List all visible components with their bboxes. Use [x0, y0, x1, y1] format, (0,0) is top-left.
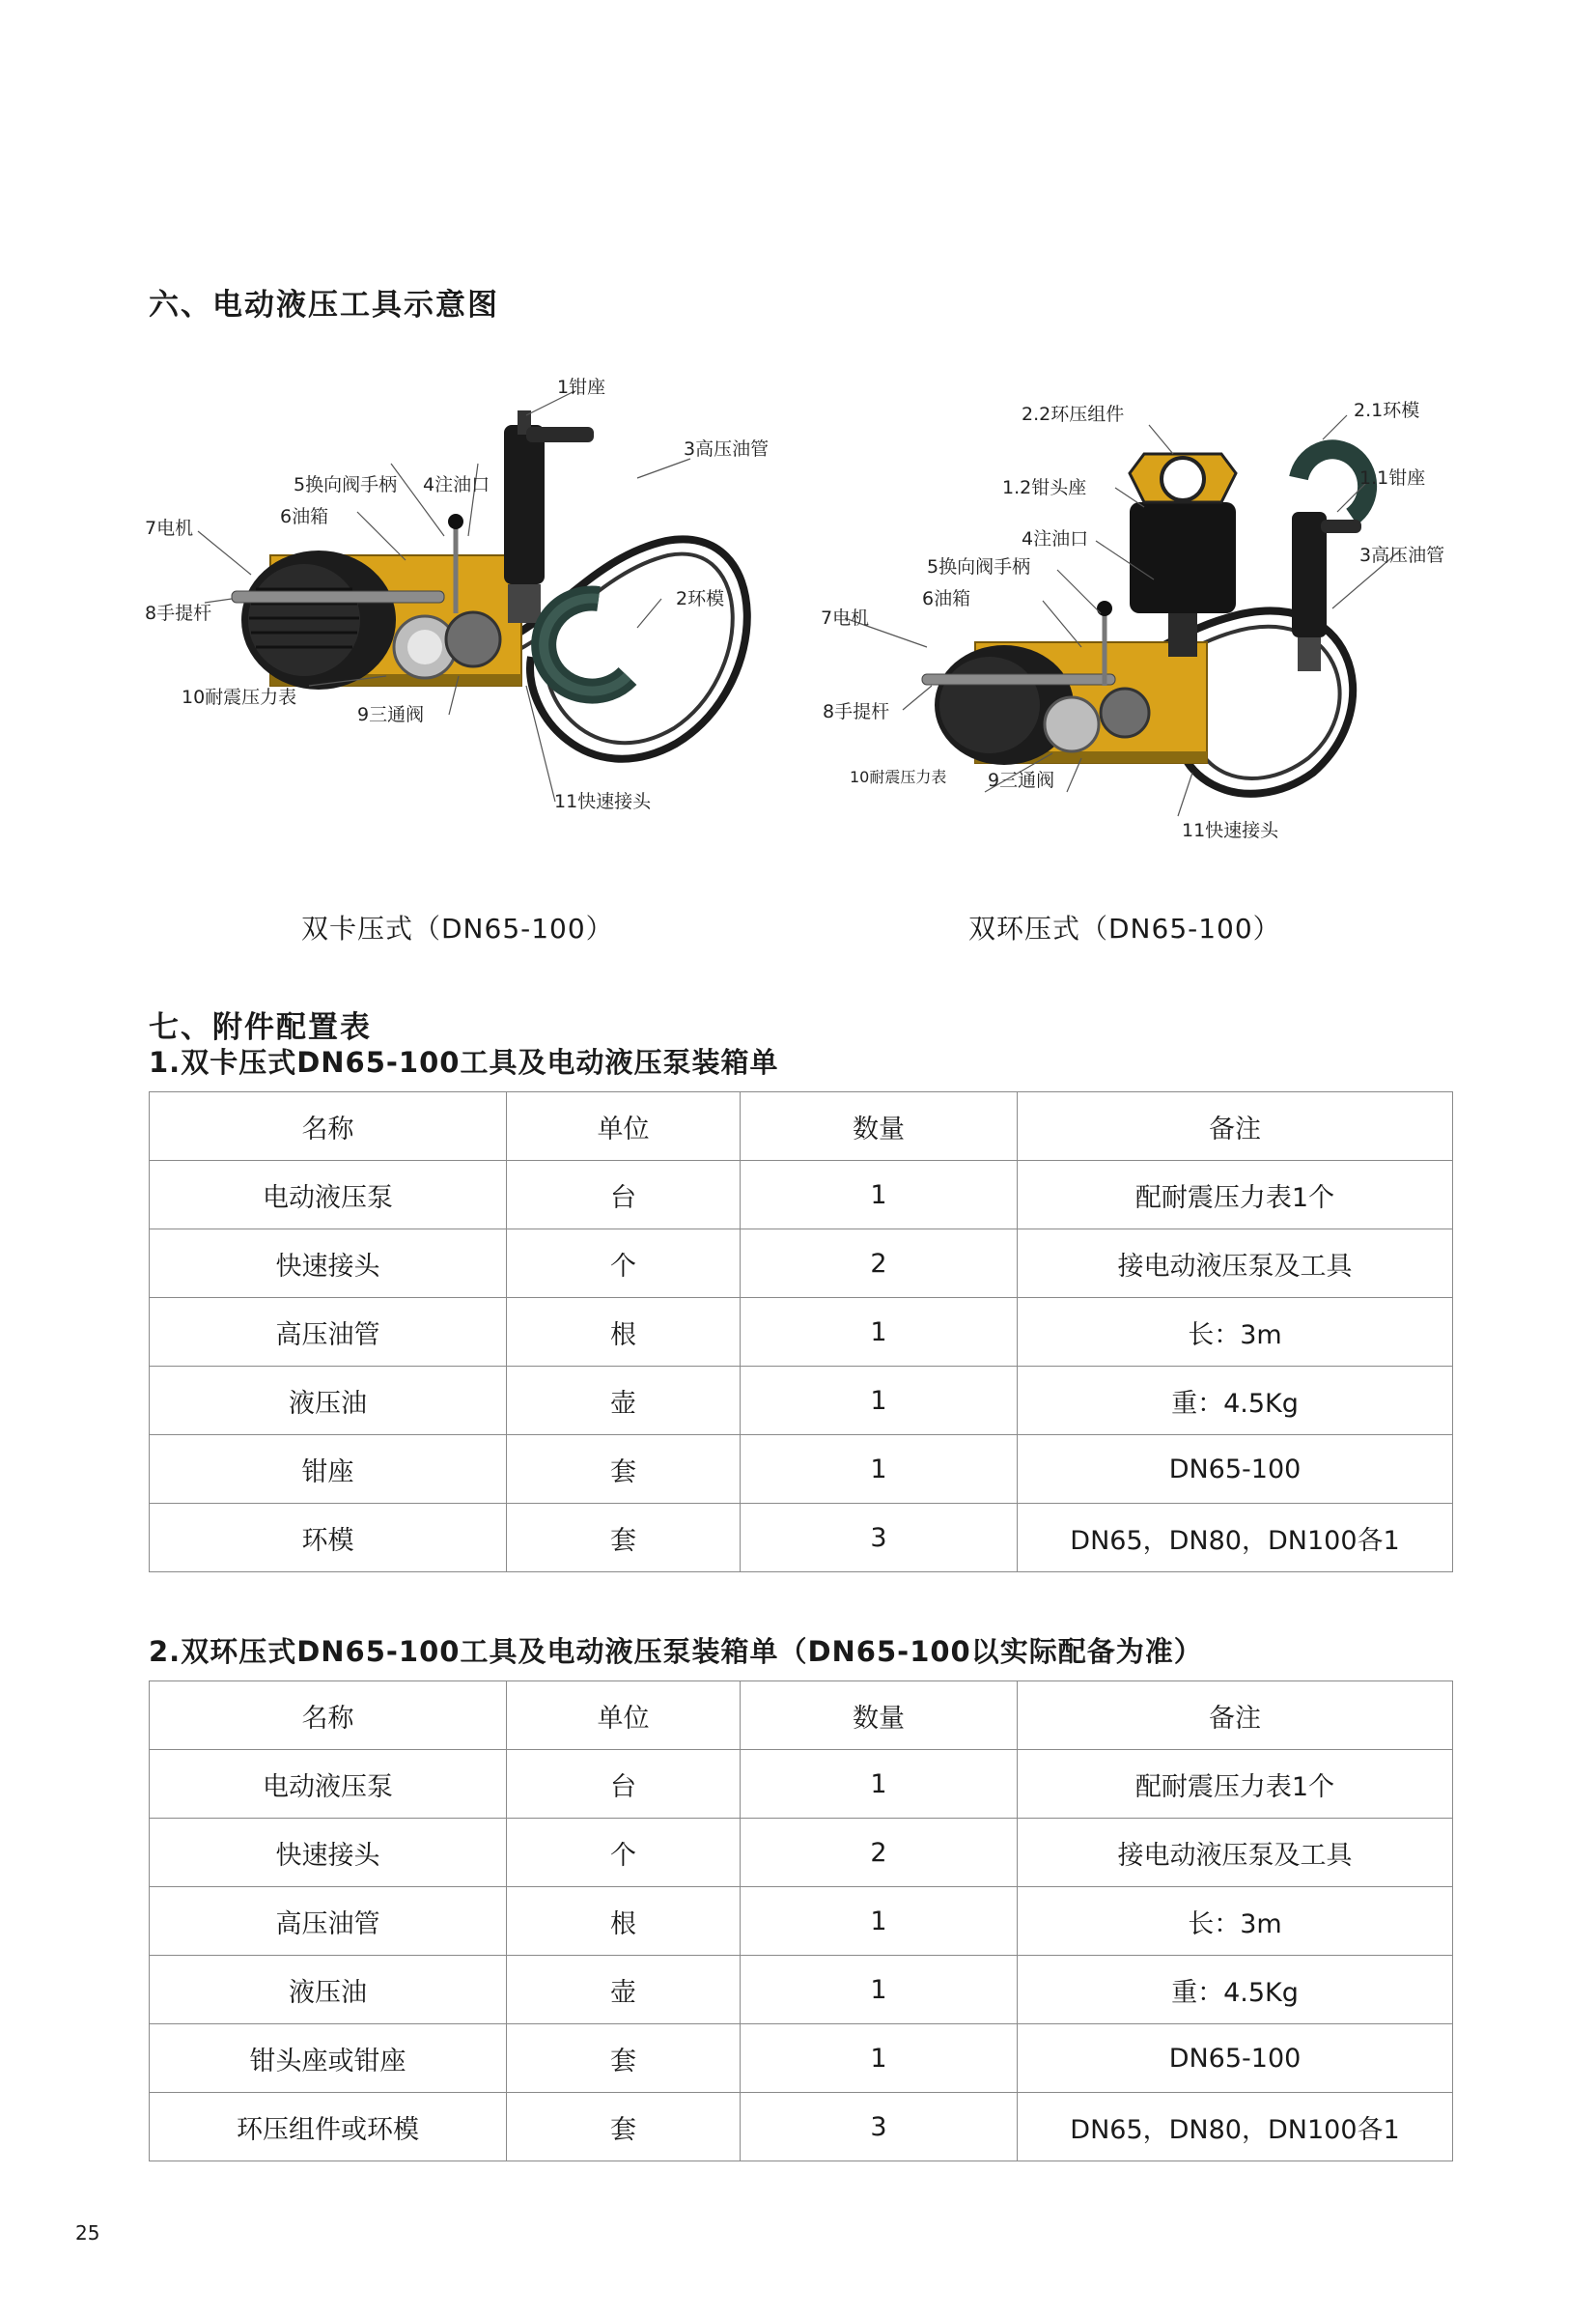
- label-ring-die: 2.1环模: [1354, 400, 1420, 421]
- header-unit: 单位: [507, 1681, 741, 1750]
- cell-unit: 套: [507, 1435, 741, 1504]
- table-row: [150, 1750, 1453, 1819]
- cell-quantity: 1: [741, 1435, 1018, 1504]
- cell-name: 液压油: [150, 1956, 507, 2024]
- cell-name: 高压油管: [150, 1887, 507, 1956]
- label-oil-filling-port: 4注油口: [1022, 528, 1089, 550]
- packing-list-table-1: [149, 1091, 1453, 1572]
- header-remarks: 备注: [1018, 1681, 1453, 1750]
- label-pressure-gauge: 10耐震压力表: [850, 768, 947, 786]
- cell-remarks: DN65-100: [1018, 2024, 1453, 2093]
- label-carry-handle: 8手提杆: [823, 701, 890, 722]
- cell-unit: 套: [507, 1504, 741, 1572]
- cell-quantity: 1: [741, 1887, 1018, 1956]
- label-quick-connector: 11快速接头: [1182, 820, 1279, 841]
- label-oil-tank: 6油箱: [280, 506, 329, 527]
- cell-unit: 套: [507, 2024, 741, 2093]
- cell-unit: 套: [507, 2093, 741, 2161]
- cell-quantity: 1: [741, 1298, 1018, 1367]
- cell-name: 环压组件或环模: [150, 2093, 507, 2161]
- section6-title: 六、电动液压工具示意图: [149, 288, 499, 323]
- cell-remarks: 重：4.5Kg: [1018, 1956, 1453, 2024]
- cell-unit: 壶: [507, 1956, 741, 2024]
- cell-remarks: 接电动液压泵及工具: [1018, 1229, 1453, 1298]
- table2-title: 2.双环压式DN65-100工具及电动液压泵装箱单（DN65-100以实际配备为准）: [149, 1635, 1203, 1668]
- label-three-way-valve: 9三通阀: [988, 770, 1055, 791]
- label-high-pressure-hose: 3高压油管: [684, 438, 770, 460]
- cell-quantity: 1: [741, 1161, 1018, 1229]
- table1-title: 1.双卡压式DN65-100工具及电动液压泵装箱单: [149, 1046, 779, 1079]
- cell-remarks: 接电动液压泵及工具: [1018, 1819, 1453, 1887]
- label-ring-die: 2环模: [676, 588, 725, 609]
- cell-name: 快速接头: [150, 1229, 507, 1298]
- cell-unit: 个: [507, 1819, 741, 1887]
- header-quantity: 数量: [741, 1681, 1018, 1750]
- table-row: [150, 1956, 1453, 2024]
- header-name: 名称: [150, 1681, 507, 1750]
- cell-quantity: 3: [741, 2093, 1018, 2161]
- cell-remarks: DN65-100: [1018, 1435, 1453, 1504]
- cell-quantity: 2: [741, 1819, 1018, 1887]
- label-oil-filling-port: 4注油口: [423, 474, 490, 495]
- cell-quantity: 1: [741, 1750, 1018, 1819]
- label-reversing-valve-handle: 5换向阀手柄: [294, 474, 398, 495]
- cell-quantity: 1: [741, 1956, 1018, 2024]
- cell-name: 液压油: [150, 1367, 507, 1435]
- label-carry-handle: 8手提杆: [145, 603, 212, 624]
- cell-name: 电动液压泵: [150, 1161, 507, 1229]
- caption-double-ring: 双环压式（DN65-100）: [968, 913, 1281, 945]
- packing-list-table-2: [149, 1681, 1453, 2161]
- cell-remarks: DN65，DN80，DN100各1: [1018, 2093, 1453, 2161]
- cell-quantity: 1: [741, 1367, 1018, 1435]
- cell-unit: 台: [507, 1750, 741, 1819]
- label-motor: 7电机: [145, 518, 194, 539]
- cell-unit: 个: [507, 1229, 741, 1298]
- header-quantity: 数量: [741, 1092, 1018, 1161]
- label-ring-press-assembly: 2.2环压组件: [1022, 404, 1125, 425]
- cell-name: 钳座: [150, 1435, 507, 1504]
- table-row: [150, 1229, 1453, 1298]
- label-quick-connector: 11快速接头: [554, 791, 652, 812]
- table-row: [150, 2024, 1453, 2093]
- cell-remarks: 长：3m: [1018, 1887, 1453, 1956]
- table-header-row: [150, 1092, 1453, 1161]
- figure-double-clamp: [135, 367, 811, 831]
- label-pressure-gauge: 10耐震压力表: [182, 687, 297, 708]
- table-row: [150, 1435, 1453, 1504]
- cell-quantity: 3: [741, 1504, 1018, 1572]
- cell-unit: 根: [507, 1887, 741, 1956]
- cell-name: 快速接头: [150, 1819, 507, 1887]
- label-clamp-seat: 1钳座: [557, 377, 606, 398]
- page-number: 25: [75, 2221, 100, 2245]
- table-row: [150, 1819, 1453, 1887]
- table-row: [150, 1887, 1453, 1956]
- cell-quantity: 2: [741, 1229, 1018, 1298]
- cell-name: 高压油管: [150, 1298, 507, 1367]
- cell-remarks: 配耐震压力表1个: [1018, 1750, 1453, 1819]
- header-name: 名称: [150, 1092, 507, 1161]
- cell-quantity: 1: [741, 2024, 1018, 2093]
- table-row: [150, 1161, 1453, 1229]
- label-high-pressure-hose: 3高压油管: [1359, 545, 1445, 566]
- label-three-way-valve: 9三通阀: [357, 704, 425, 725]
- cell-remarks: 长：3m: [1018, 1298, 1453, 1367]
- caption-double-clamp: 双卡压式（DN65-100）: [301, 913, 614, 945]
- cell-remarks: DN65，DN80，DN100各1: [1018, 1504, 1453, 1572]
- cell-name: 电动液压泵: [150, 1750, 507, 1819]
- header-remarks: 备注: [1018, 1092, 1453, 1161]
- cell-remarks: 配耐震压力表1个: [1018, 1161, 1453, 1229]
- cell-unit: 台: [507, 1161, 741, 1229]
- header-unit: 单位: [507, 1092, 741, 1161]
- table-row: [150, 1367, 1453, 1435]
- table-header-row: [150, 1681, 1453, 1750]
- label-jaw-holder: 1.2钳头座: [1002, 477, 1087, 498]
- cell-name: 钳头座或钳座: [150, 2024, 507, 2093]
- cell-name: 环模: [150, 1504, 507, 1572]
- cell-unit: 壶: [507, 1367, 741, 1435]
- label-oil-tank: 6油箱: [922, 588, 971, 609]
- cell-remarks: 重：4.5Kg: [1018, 1367, 1453, 1435]
- cell-unit: 根: [507, 1298, 741, 1367]
- table-row: [150, 1298, 1453, 1367]
- section7-title: 七、附件配置表: [149, 1010, 372, 1045]
- label-motor: 7电机: [821, 607, 870, 629]
- figure-double-ring: [811, 386, 1468, 850]
- label-clamp-seat: 1.1钳座: [1359, 467, 1426, 489]
- table-row: [150, 1504, 1453, 1572]
- table-row: [150, 2093, 1453, 2161]
- label-reversing-valve-handle: 5换向阀手柄: [927, 556, 1031, 578]
